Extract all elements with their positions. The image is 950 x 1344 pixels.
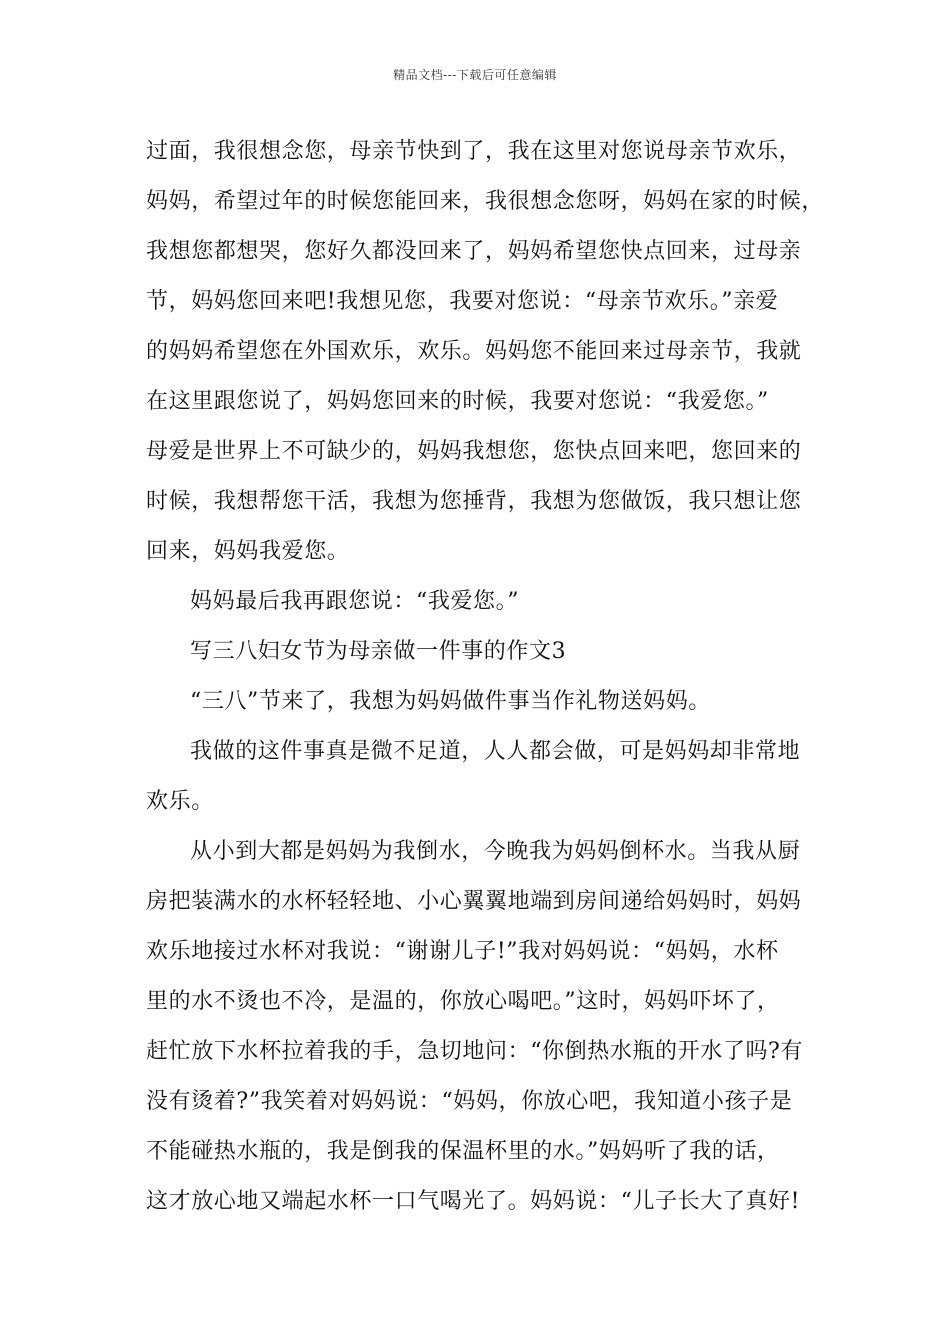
- text-line: 我做的这件事真是微不足道，人人都会做，可是妈妈却非常地: [190, 739, 801, 764]
- text-line: “三八”节来了，我想为妈妈做件事当作礼物送妈妈。: [190, 689, 711, 714]
- text-line: 这才放心地又端起水杯一口气喝光了。妈妈说：“儿子长大了真好!: [146, 1189, 801, 1214]
- text-line: 没有烫着?”我笑着对妈妈说：“妈妈，你放心吧，我知道小孩子是: [146, 1089, 793, 1114]
- document-body: [146, 127, 826, 1227]
- text-line: 欢乐地接过水杯对我说：“谢谢儿子!”我对妈妈说：“妈妈，水杯: [146, 939, 779, 964]
- text-line: 欢乐。: [146, 789, 214, 814]
- text-line: 妈妈最后我再跟您说：“我爱您。”: [190, 589, 520, 614]
- text-line: 在这里跟您说了，妈妈您回来的时候，我要对您说：“我爱您。”: [146, 389, 769, 414]
- text-line: 节，妈妈您回来吧!我想见您，我要对您说：“母亲节欢乐。”亲爱: [146, 289, 779, 314]
- text-line: 回来，妈妈我爱您。: [146, 539, 350, 564]
- text-line: 过面，我很想念您，母亲节快到了，我在这里对您说母亲节欢乐，: [146, 139, 802, 164]
- section-title: 写三八妇女节为母亲做一件事的作文3: [190, 639, 567, 664]
- text-line: 里的水不烫也不冷，是温的，你放心喝吧。”这时，妈妈吓坏了，: [146, 989, 780, 1014]
- text-line: 的妈妈希望您在外国欢乐，欢乐。妈妈您不能回来过母亲节，我就: [146, 339, 802, 364]
- page-header: 精品文档---下载后可任意编辑: [393, 68, 557, 82]
- text-line: 我想您都想哭，您好久都没回来了，妈妈希望您快点回来，过母亲: [146, 239, 802, 264]
- text-line: 从小到大都是妈妈为我倒水，今晚我为妈妈倒杯水。当我从厨: [190, 839, 801, 864]
- text-line: 时候，我想帮您干活，我想为您捶背，我想为您做饭，我只想让您: [146, 489, 802, 514]
- text-line: 不能碰热水瓶的，我是倒我的保温杯里的水。”妈妈听了我的话，: [146, 1139, 780, 1164]
- text-line: 房把装满水的水杯轻轻地、小心翼翼地端到房间递给妈妈时，妈妈: [146, 889, 802, 914]
- text-line: 赶忙放下水杯拉着我的手，急切地问：“你倒热水瓶的开水了吗?有: [146, 1039, 804, 1064]
- text-line: 母爱是世界上不可缺少的，妈妈我想您，您快点回来吧，您回来的: [146, 439, 802, 464]
- text-line: 妈妈，希望过年的时候您能回来，我很想念您呀，妈妈在家的时候，: [146, 189, 825, 214]
